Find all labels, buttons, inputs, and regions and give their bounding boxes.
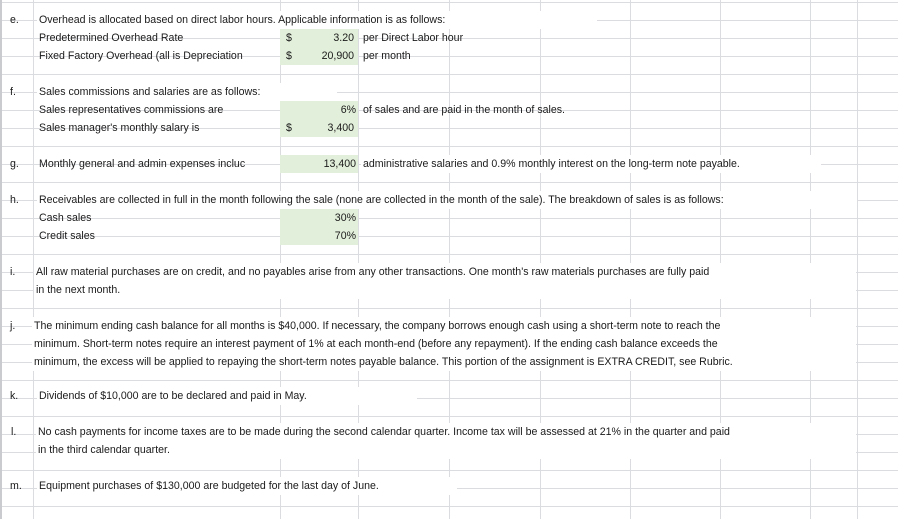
item-k-letter: k. <box>10 390 19 402</box>
item-e-intro[interactable]: Overhead is allocated based on direct labor hours. Applicable information is as follows: <box>37 11 597 29</box>
item-l-line-2: in the third calendar quarter. <box>38 444 170 456</box>
manager-salary-label[interactable]: Sales manager's monthly salary is <box>39 122 200 134</box>
credit-sales-input[interactable]: 70% <box>280 227 358 245</box>
overhead-rate-label[interactable]: Predetermined Overhead Rate <box>39 32 184 44</box>
item-e-letter: e. <box>10 14 19 26</box>
item-j-line-3: minimum, the excess will be applied to repaying the short-term notes payable balance. This portion of the assignment is EXTRA CREDIT, see Rubric. <box>34 356 733 368</box>
item-j-letter: j. <box>10 320 16 332</box>
item-m-text[interactable]: Equipment purchases of $130,000 are budgeted for the last day of June. <box>37 477 457 495</box>
item-l-line-1: No cash payments for income taxes are to be made during the second calendar quarter. Income tax will be assessed at 21% in the quarter and paid <box>38 426 730 438</box>
item-k-text[interactable]: Dividends of $10,000 are to be declared and paid in May. <box>37 387 417 405</box>
item-j-line-1: The minimum ending cash balance for all months is $40,000. If necessary, the company borrows enough cash using a short-term note to reach the <box>34 320 721 332</box>
commission-note[interactable]: of sales and are paid in the month of sales. <box>363 104 565 116</box>
item-i-line-2: in the next month. <box>36 284 121 296</box>
item-j-line-2: minimum. Short-term notes require an interest payment of 1% at each month-end (before any repayment). If the ending cash balance exceeds the <box>34 338 718 350</box>
admin-expense-note[interactable]: administrative salaries and 0.9% monthly interest on the long-term note payable. <box>361 155 821 173</box>
item-h-intro[interactable]: Receivables are collected in full in the month following the sale (none are collected in the month of the sale). The breakdown of sales is as follows: <box>37 191 857 209</box>
manager-salary-input[interactable] <box>280 119 358 137</box>
fixed-overhead-value: 20,900 <box>321 50 354 62</box>
item-i-line-1: All raw material purchases are on credit, and no payables arise from any other transactions. One month's raw materials purchases are fully paid <box>36 266 710 278</box>
item-g-letter: g. <box>10 158 19 170</box>
column-gridline <box>33 0 34 519</box>
commission-rate-input[interactable]: 6% <box>280 101 358 119</box>
cash-sales-input[interactable]: 30% <box>280 209 358 227</box>
item-h-letter: h. <box>10 194 19 206</box>
fixed-overhead-input[interactable] <box>280 47 358 65</box>
item-f-intro[interactable]: Sales commissions and salaries are as follows: <box>37 83 337 101</box>
overhead-rate-value: 3.20 <box>333 32 354 44</box>
currency-sign: $ <box>286 50 292 62</box>
currency-sign: $ <box>286 32 292 44</box>
item-f-letter: f. <box>10 86 16 98</box>
admin-expense-input[interactable]: 13,400 <box>280 155 358 173</box>
item-j-text[interactable] <box>32 317 856 371</box>
admin-expense-label[interactable]: Monthly general and admin expenses incluc <box>39 158 246 170</box>
commission-label[interactable]: Sales representatives commissions are <box>39 104 224 116</box>
item-l-text[interactable] <box>36 423 856 459</box>
sheet-left-edge <box>0 0 2 519</box>
item-m-letter: m. <box>10 480 22 492</box>
item-i-letter: i. <box>10 266 16 278</box>
item-l-letter: l. <box>11 426 17 438</box>
cash-sales-label[interactable]: Cash sales <box>39 212 92 224</box>
fixed-overhead-unit[interactable]: per month <box>363 50 411 62</box>
credit-sales-label[interactable]: Credit sales <box>39 230 95 242</box>
fixed-overhead-label[interactable]: Fixed Factory Overhead (all is Depreciation <box>39 50 243 62</box>
item-i-text[interactable] <box>34 263 856 299</box>
overhead-rate-unit[interactable]: per Direct Labor hour <box>363 32 464 44</box>
overhead-rate-input[interactable] <box>280 29 358 47</box>
column-gridline <box>857 0 858 519</box>
currency-sign: $ <box>286 122 292 134</box>
manager-salary-value: 3,400 <box>327 122 354 134</box>
